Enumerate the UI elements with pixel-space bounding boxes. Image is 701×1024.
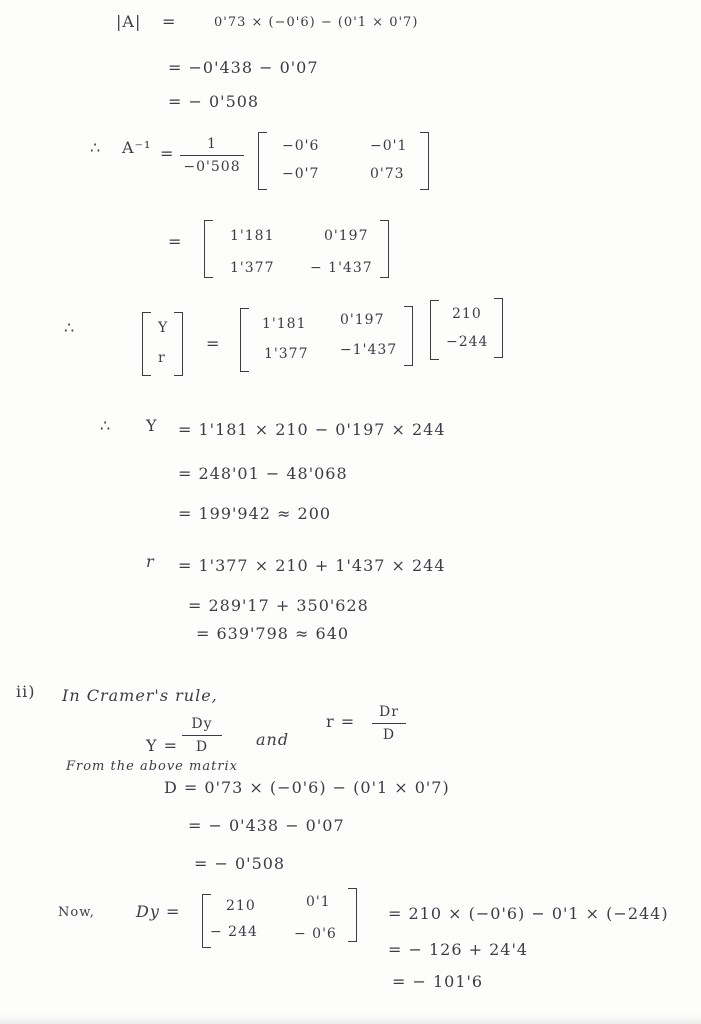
r-line-2: = 289'17 + 350'628: [188, 596, 369, 615]
now-word: Now,: [58, 905, 95, 920]
det-line-2: = −0'438 − 0'07: [168, 58, 319, 77]
therefore-symbol: ∴: [90, 138, 102, 157]
matrix-cell: 1'181: [230, 228, 275, 244]
y-formula-fraction: [182, 716, 222, 755]
vector-left-bracket: [430, 300, 439, 360]
matrix-cell: 1'377: [230, 260, 275, 276]
fraction-bar: [372, 723, 406, 724]
matrix-cell: 1'181: [262, 316, 307, 332]
therefore-symbol: ∴: [64, 318, 76, 337]
matrix-left-bracket: [204, 220, 213, 278]
matrix-left-bracket: [258, 132, 267, 190]
fraction-denominator: −0'508: [183, 159, 241, 175]
inverse-eq: =: [160, 144, 175, 163]
part-label: ii): [16, 682, 36, 701]
vector-right-bracket: [494, 298, 503, 358]
fraction-denominator: D: [382, 727, 396, 743]
matrix-cell: −0'1: [370, 138, 408, 154]
from-matrix-text: From the above matrix: [66, 759, 239, 774]
matrix-cell: 0'73: [370, 166, 405, 182]
r-lhs: r: [146, 552, 155, 571]
matrix-cell: 1'377: [264, 346, 309, 362]
matrix-cell: 0'197: [340, 312, 385, 328]
matrix-cell: −0'6: [282, 138, 320, 154]
matrix-right-bracket: [404, 306, 413, 366]
dy-lhs: Dy =: [136, 902, 181, 921]
fraction-denominator: D: [195, 739, 209, 755]
matrix-cell: − 0'6: [294, 926, 337, 942]
fraction-bar: [182, 735, 222, 736]
det-line-3: = − 0'508: [168, 92, 260, 111]
matrix-cell: −1'437: [340, 342, 398, 358]
y-formula-lhs: Y =: [146, 736, 179, 755]
d-line-2: = − 0'438 − 0'07: [188, 816, 345, 835]
inverse-lhs: A⁻¹: [122, 138, 152, 157]
fraction-numerator: 1: [207, 136, 217, 152]
matrix-cell: −0'7: [282, 166, 320, 182]
d-line-3: = − 0'508: [194, 854, 286, 873]
r-line-1: = 1'377 × 210 + 1'437 × 244: [178, 556, 446, 575]
therefore-symbol: ∴: [100, 416, 112, 435]
r-formula-fraction: [372, 704, 406, 743]
page-bottom-edge: [0, 1014, 701, 1024]
matrix-right-bracket: [348, 888, 357, 942]
y-lhs: Y: [146, 416, 158, 435]
vector-cell: r: [158, 350, 166, 366]
inverse-fraction: [180, 136, 244, 175]
matrix-right-bracket: [380, 220, 389, 278]
r-formula-lhs: r =: [326, 712, 356, 731]
matrix-cell: − 244: [210, 924, 258, 940]
vector-cell: Y: [158, 320, 169, 336]
y-line-3: = 199'942 ≈ 200: [178, 504, 332, 523]
system-eq: =: [206, 334, 221, 353]
vector-left-bracket: [142, 312, 151, 376]
dy-line-1: = 210 × (−0'6) − 0'1 × (−244): [388, 904, 669, 923]
vector-right-bracket: [174, 312, 183, 376]
fraction-numerator: Dy: [191, 716, 213, 732]
dy-line-3: = − 101'6: [392, 972, 484, 991]
vector-cell: −244: [446, 334, 489, 350]
matrix-cell: − 1'437: [310, 260, 373, 276]
vector-cell: 210: [452, 306, 482, 322]
fraction-numerator: Dr: [379, 704, 399, 720]
matrix-right-bracket: [420, 132, 429, 190]
matrix-cell: 0'197: [324, 228, 369, 244]
dy-line-2: = − 126 + 24'4: [388, 940, 529, 959]
fraction-bar: [180, 155, 244, 156]
y-line-2: = 248'01 − 48'068: [178, 464, 348, 483]
det-lhs: |A|: [116, 12, 142, 31]
inverse-eq-2: =: [168, 232, 183, 251]
d-line-1: D = 0'73 × (−0'6) − (0'1 × 0'7): [164, 778, 450, 797]
and-word: and: [256, 730, 290, 749]
det-line-1: 0'73 × (−0'6) − (0'1 × 0'7): [214, 15, 419, 30]
matrix-left-bracket: [240, 308, 249, 372]
det-eq: =: [162, 12, 177, 31]
cramer-intro: In Cramer's rule,: [62, 686, 218, 705]
r-line-3: = 639'798 ≈ 640: [196, 624, 350, 643]
matrix-cell: 0'1: [306, 894, 331, 910]
y-line-1: = 1'181 × 210 − 0'197 × 244: [178, 420, 446, 439]
matrix-cell: 210: [226, 898, 256, 914]
